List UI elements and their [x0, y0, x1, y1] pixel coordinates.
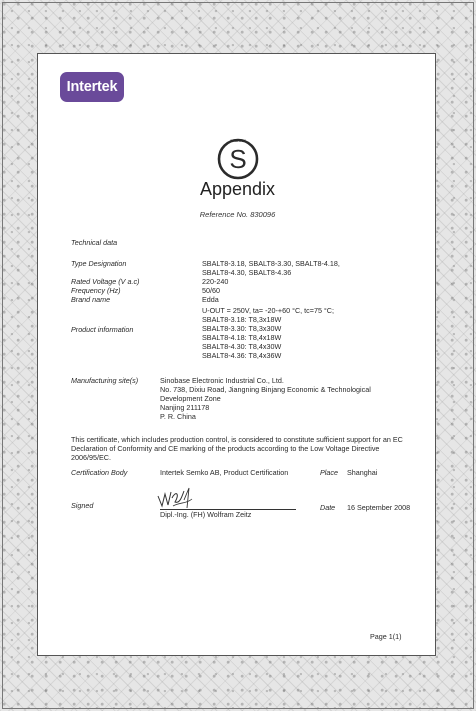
- statement-line-2: Declaration of Conformity and CE marking of the products according to the Low Voltage Directive: [71, 444, 380, 453]
- type-designation-line-1: SBALT8-3.18, SBALT8-3.30, SBALT8-4.18,: [202, 259, 340, 268]
- certification-body-value: Intertek Semko AB, Product Certification: [160, 468, 289, 477]
- rated-voltage-value: 220-240: [202, 277, 229, 286]
- seal-letter: S: [229, 144, 247, 174]
- brand-name-label: Brand name: [71, 295, 111, 304]
- rated-voltage-label: Rated Voltage (V a.c): [71, 277, 140, 286]
- product-information-label: Product information: [71, 325, 134, 334]
- signed-label: Signed: [71, 501, 94, 510]
- intertek-logo: Intertek: [60, 72, 124, 102]
- product-information-line-3: SBALT8-3.30: T8,3x30W: [202, 324, 282, 333]
- type-designation-label: Type Designation: [71, 259, 127, 268]
- date-value: 16 September 2008: [347, 503, 411, 512]
- type-designation-line-2: SBALT8-4.30, SBALT8-4.36: [202, 268, 292, 277]
- product-information-line-5: SBALT8-4.30: T8,4x30W: [202, 342, 282, 351]
- manufacturing-site-line-1: Sinobase Electronic Industrial Co., Ltd.: [160, 376, 284, 385]
- product-information-line-6: SBALT8-4.36: T8,4x36W: [202, 351, 282, 360]
- manufacturing-site-line-2: No. 738, Dixiu Road, Jiangning Binjang Economic & Technological: [160, 385, 371, 394]
- manufacturing-sites-label: Manufacturing site(s): [71, 376, 139, 385]
- section-label: Technical data: [71, 238, 118, 247]
- place-label: Place: [320, 468, 338, 477]
- product-information-line-2: SBALT8-3.18: T8,3x18W: [202, 315, 282, 324]
- reference-number: Reference No. 830096: [199, 210, 276, 219]
- statement-line-3: 2006/95/EC.: [71, 453, 111, 462]
- signatory-name: Dipl.-Ing. (FH) Wolfram Zeitz: [160, 510, 252, 519]
- product-information-line-4: SBALT8-4.18: T8,4x18W: [202, 333, 282, 342]
- date-label: Date: [320, 503, 336, 512]
- place-value: Shanghai: [347, 468, 378, 477]
- manufacturing-site-line-5: P. R. China: [160, 412, 196, 421]
- seal-arc-text: INTERTEK: [230, 139, 246, 144]
- statement-line-1: This certificate, which includes production control, is considered to constitute sufficient support for an EC: [71, 435, 403, 444]
- frequency-label: Frequency (Hz): [71, 286, 121, 295]
- manufacturing-site-line-3: Development Zone: [160, 394, 221, 403]
- certificate-page: [37, 53, 436, 656]
- page-number: Page 1(1): [370, 632, 402, 641]
- certification-body-label: Certification Body: [71, 468, 128, 477]
- manufacturing-site-line-4: Nanjing 211178: [160, 403, 210, 412]
- certification-mark-icon: [216, 137, 260, 181]
- page-title: Appendix: [199, 179, 276, 199]
- handwritten-signature: [156, 482, 196, 512]
- brand-name-value: Edda: [202, 295, 219, 304]
- product-information-line-1: U-OUT = 250V, ta= -20-+60 °C, tc=75 °C;: [202, 306, 334, 315]
- frequency-value: 50/60: [202, 286, 220, 295]
